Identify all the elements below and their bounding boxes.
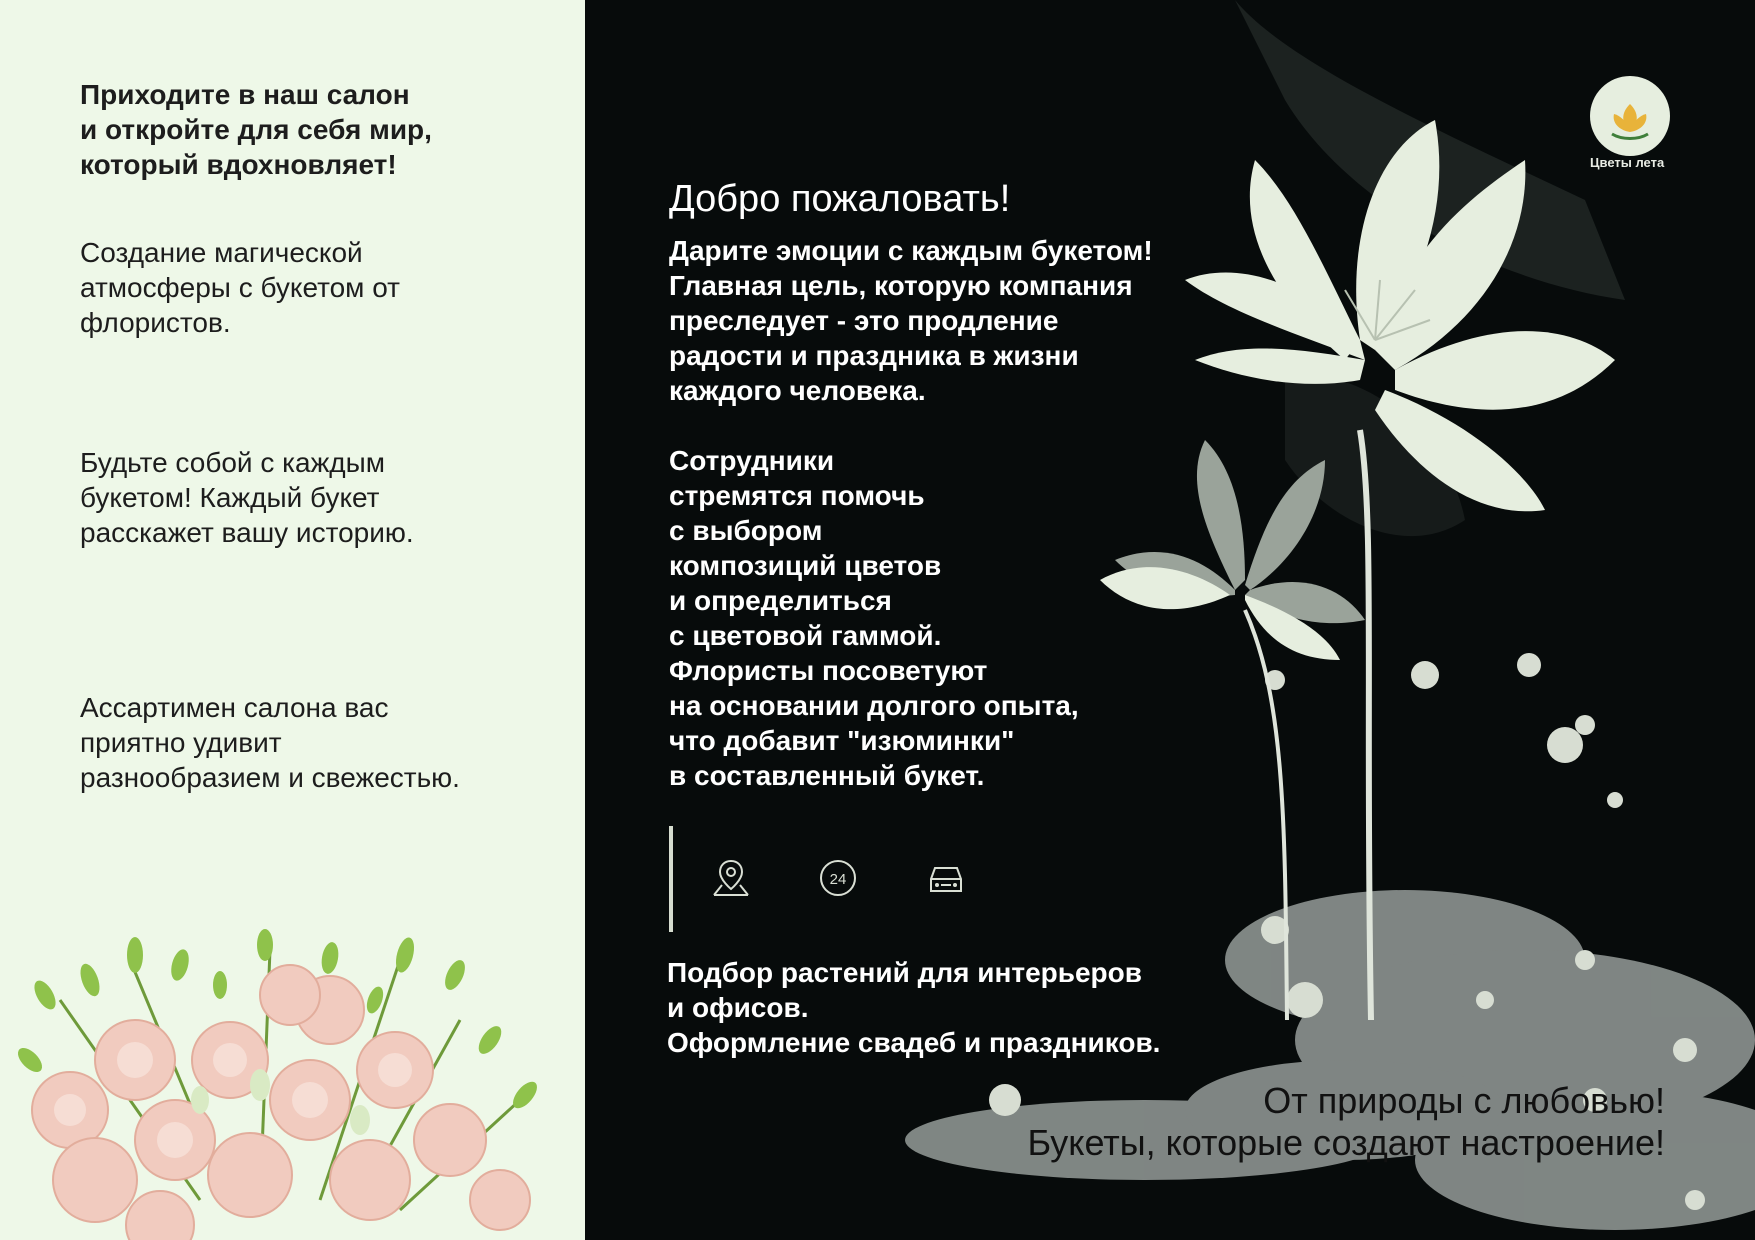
right-panel [585, 0, 1755, 1240]
bouquet-image [0, 0, 585, 1240]
map-pin-icon [708, 855, 754, 901]
welcome-heading: Добро пожаловать! [669, 178, 1011, 220]
brand-logo [1590, 76, 1670, 156]
left-paragraph-2: Будьте собой с каждым букетом! Каждый букет расскажет вашу историю. [80, 447, 414, 548]
slogan-line-2: Букеты, которые создают настроение! [1027, 1122, 1665, 1163]
left-paragraph-3: Ассартимен салона вас приятно удивит разнообразием и свежестью. [80, 692, 460, 793]
slogan-line-1: От природы с любовью! [1263, 1080, 1665, 1121]
svg-text:24: 24 [829, 871, 847, 888]
24-hours-icon [815, 855, 861, 901]
left-paragraph-1: Создание магической атмосферы с букетом от флористов. [80, 237, 400, 338]
intro-heading: Приходите в наш салон и откройте для себя мир, который вдохновляет! [80, 79, 432, 180]
lotus-logo-icon [1590, 76, 1670, 156]
vertical-divider [669, 826, 673, 932]
brand-name: Цветы лета [1590, 155, 1665, 170]
staff-paragraph: Сотрудники стремятся помочь с выбором композиций цветов и определиться с цветовой гаммой. Флористы посоветуют на основании долгого опыта, что добавит "изюминки" в составленный букет. [669, 445, 1079, 791]
delivery-car-icon [923, 855, 969, 901]
services-paragraph: Подбор растений для интерьеров и офисов. Оформление свадеб и праздников. [667, 957, 1161, 1058]
welcome-paragraph: Дарите эмоции с каждым букетом! Главная цель, которую компания преследует - это продление радости и праздника в жизни каждого человека. [669, 235, 1153, 406]
left-panel [0, 0, 585, 1240]
